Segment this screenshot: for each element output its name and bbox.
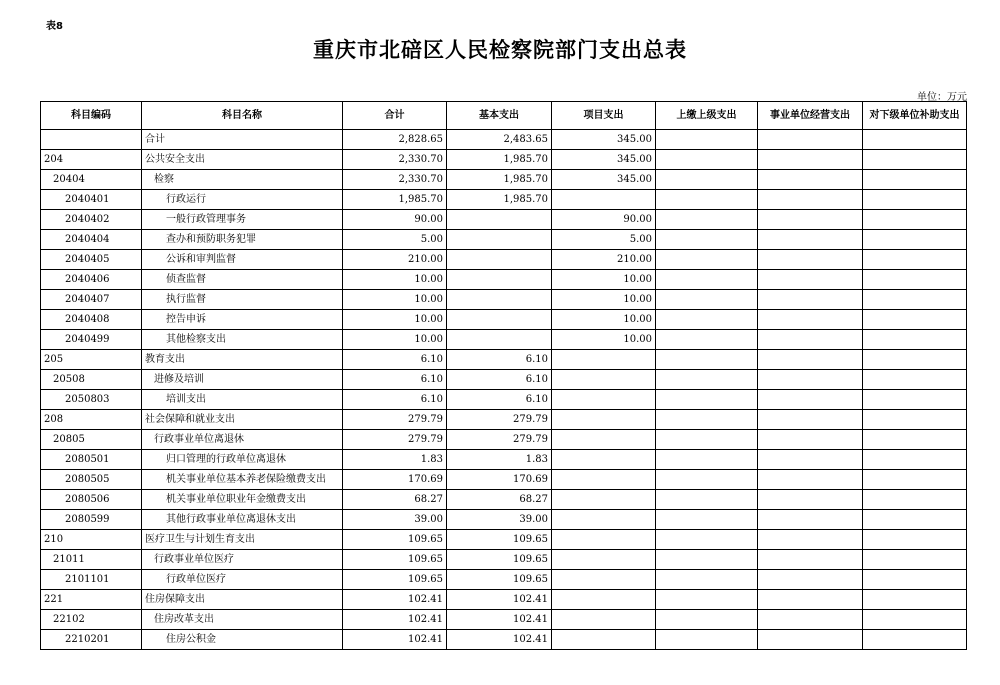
table-row [41,410,967,430]
cell-name: 行政事业单位医疗 [142,550,343,570]
cell-subsidy [863,610,967,630]
cell-total: 68.27 [343,490,447,510]
cell-basic: 170.69 [447,470,552,490]
cell-name: 行政事业单位离退休 [142,430,343,450]
cell-total: 2,828.65 [343,130,447,150]
cell-total: 1.83 [343,450,447,470]
cell-business [758,230,863,250]
table-row [41,530,967,550]
cell-subsidy [863,410,967,430]
table-row [41,150,967,170]
cell-name: 住房保障支出 [142,590,343,610]
cell-project: 10.00 [552,330,656,350]
cell-code: 205 [41,350,142,370]
table-row [41,290,967,310]
cell-upper [656,270,758,290]
table-row [41,590,967,610]
cell-subsidy [863,510,967,530]
cell-basic: 102.41 [447,630,552,650]
cell-code: 2040404 [41,230,142,250]
cell-subsidy [863,470,967,490]
cell-subsidy [863,350,967,370]
cell-code: 2040406 [41,270,142,290]
unit-label: 单位：万元 [917,92,967,103]
cell-upper [656,210,758,230]
table-row [41,230,967,250]
cell-total: 102.41 [343,610,447,630]
cell-basic: 39.00 [447,510,552,530]
cell-total: 6.10 [343,370,447,390]
table-row [41,370,967,390]
cell-subsidy [863,370,967,390]
table-row [41,610,967,630]
cell-subsidy [863,150,967,170]
cell-project [552,530,656,550]
header-row [41,102,967,130]
cell-code: 2080505 [41,470,142,490]
cell-total: 2,330.70 [343,170,447,190]
cell-code: 20805 [41,430,142,450]
cell-name: 其他检察支出 [142,330,343,350]
cell-total: 5.00 [343,230,447,250]
table-row [41,490,967,510]
cell-basic: 102.41 [447,590,552,610]
cell-code: 22102 [41,610,142,630]
cell-name: 合计 [142,130,343,150]
cell-project [552,510,656,530]
cell-name: 查办和预防职务犯罪 [142,230,343,250]
cell-total: 10.00 [343,330,447,350]
cell-business [758,530,863,550]
cell-name: 检察 [142,170,343,190]
cell-basic: 1.83 [447,450,552,470]
cell-subsidy [863,430,967,450]
cell-upper [656,330,758,350]
cell-name: 机关事业单位基本养老保险缴费支出 [142,470,343,490]
cell-name: 控告申诉 [142,310,343,330]
cell-business [758,330,863,350]
table-row [41,270,967,290]
cell-basic: 279.79 [447,430,552,450]
cell-project [552,450,656,470]
cell-code: 20404 [41,170,142,190]
cell-name: 公诉和审判监督 [142,250,343,270]
table-row [41,470,967,490]
table-row [41,210,967,230]
cell-name: 行政运行 [142,190,343,210]
cell-upper [656,410,758,430]
cell-upper [656,530,758,550]
cell-name: 公共安全支出 [142,150,343,170]
table-number: 表8 [46,21,63,32]
cell-code: 2040402 [41,210,142,230]
cell-subsidy [863,250,967,270]
table-row [41,310,967,330]
cell-name: 侦查监督 [142,270,343,290]
cell-subsidy [863,450,967,470]
cell-basic [447,310,552,330]
cell-upper [656,470,758,490]
cell-project: 10.00 [552,270,656,290]
cell-business [758,470,863,490]
cell-subsidy [863,130,967,150]
cell-project [552,550,656,570]
cell-subsidy [863,390,967,410]
cell-total: 10.00 [343,310,447,330]
cell-business [758,590,863,610]
cell-basic: 109.65 [447,550,552,570]
cell-code: 2040408 [41,310,142,330]
cell-business [758,310,863,330]
table-row [41,570,967,590]
table-row [41,510,967,530]
cell-upper [656,350,758,370]
cell-subsidy [863,170,967,190]
cell-upper [656,630,758,650]
cell-total: 6.10 [343,390,447,410]
cell-basic: 1,985.70 [447,170,552,190]
cell-upper [656,170,758,190]
cell-code: 2080501 [41,450,142,470]
page-title: 重庆市北碚区人民检察院部门支出总表 [313,38,687,62]
header-subsidy: 对下级单位补助支出 [863,102,967,130]
cell-total: 6.10 [343,350,447,370]
cell-project [552,590,656,610]
cell-project: 10.00 [552,290,656,310]
cell-total: 10.00 [343,290,447,310]
header-total: 合计 [343,102,447,130]
cell-name: 社会保障和就业支出 [142,410,343,430]
cell-total: 279.79 [343,430,447,450]
table-row [41,390,967,410]
cell-code: 2080506 [41,490,142,510]
cell-name: 执行监督 [142,290,343,310]
table-row [41,630,967,650]
cell-business [758,270,863,290]
cell-total: 109.65 [343,530,447,550]
cell-business [758,250,863,270]
cell-basic: 6.10 [447,370,552,390]
cell-basic: 279.79 [447,410,552,430]
cell-total: 1,985.70 [343,190,447,210]
cell-business [758,450,863,470]
cell-subsidy [863,570,967,590]
cell-code: 2040407 [41,290,142,310]
header-upper: 上缴上级支出 [656,102,758,130]
cell-basic: 68.27 [447,490,552,510]
cell-business [758,430,863,450]
cell-basic: 109.65 [447,530,552,550]
cell-project [552,610,656,630]
cell-total: 90.00 [343,210,447,230]
cell-basic [447,210,552,230]
cell-subsidy [863,490,967,510]
cell-code: 2050803 [41,390,142,410]
cell-subsidy [863,230,967,250]
cell-code: 208 [41,410,142,430]
cell-name: 医疗卫生与计划生育支出 [142,530,343,550]
cell-subsidy [863,190,967,210]
cell-upper [656,490,758,510]
cell-business [758,350,863,370]
header-name: 科目名称 [142,102,343,130]
table-row [41,450,967,470]
header-basic: 基本支出 [447,102,552,130]
cell-basic [447,290,552,310]
cell-total: 109.65 [343,550,447,570]
cell-project: 10.00 [552,310,656,330]
cell-code [41,130,142,150]
cell-upper [656,290,758,310]
cell-name: 机关事业单位职业年金缴费支出 [142,490,343,510]
cell-basic: 6.10 [447,350,552,370]
cell-basic [447,230,552,250]
table-row [41,190,967,210]
cell-code: 2080599 [41,510,142,530]
cell-code: 2040499 [41,330,142,350]
cell-total: 210.00 [343,250,447,270]
cell-project [552,490,656,510]
cell-name: 归口管理的行政单位离退休 [142,450,343,470]
header-business: 事业单位经营支出 [758,102,863,130]
cell-project [552,190,656,210]
cell-code: 2101101 [41,570,142,590]
cell-code: 221 [41,590,142,610]
cell-total: 170.69 [343,470,447,490]
cell-name: 住房公积金 [142,630,343,650]
cell-subsidy [863,330,967,350]
cell-basic [447,270,552,290]
cell-business [758,290,863,310]
cell-name: 进修及培训 [142,370,343,390]
cell-subsidy [863,630,967,650]
table-row [41,130,967,150]
cell-upper [656,510,758,530]
cell-project [552,630,656,650]
cell-total: 39.00 [343,510,447,530]
table-row [41,550,967,570]
cell-subsidy [863,290,967,310]
cell-project [552,370,656,390]
cell-upper [656,610,758,630]
cell-upper [656,150,758,170]
cell-business [758,130,863,150]
table-row [41,430,967,450]
cell-basic: 102.41 [447,610,552,630]
cell-upper [656,390,758,410]
table-row [41,350,967,370]
cell-project: 210.00 [552,250,656,270]
cell-project: 345.00 [552,150,656,170]
cell-business [758,610,863,630]
cell-upper [656,570,758,590]
cell-basic [447,330,552,350]
cell-project: 345.00 [552,130,656,150]
cell-basic: 109.65 [447,570,552,590]
cell-project [552,430,656,450]
table-row [41,170,967,190]
cell-upper [656,310,758,330]
cell-code: 204 [41,150,142,170]
cell-basic: 1,985.70 [447,150,552,170]
cell-total: 2,330.70 [343,150,447,170]
cell-upper [656,190,758,210]
cell-code: 20508 [41,370,142,390]
cell-code: 2040405 [41,250,142,270]
cell-project [552,390,656,410]
cell-business [758,490,863,510]
expenditure-table [40,101,967,650]
cell-business [758,630,863,650]
cell-basic: 2,483.65 [447,130,552,150]
cell-project: 345.00 [552,170,656,190]
cell-business [758,390,863,410]
cell-business [758,150,863,170]
header-project: 项目支出 [552,102,656,130]
cell-code: 21011 [41,550,142,570]
cell-basic: 1,985.70 [447,190,552,210]
cell-upper [656,250,758,270]
cell-name: 其他行政事业单位离退休支出 [142,510,343,530]
cell-project [552,570,656,590]
cell-upper [656,370,758,390]
table-row [41,330,967,350]
cell-code: 2210201 [41,630,142,650]
cell-business [758,510,863,530]
cell-name: 行政单位医疗 [142,570,343,590]
cell-name: 一般行政管理事务 [142,210,343,230]
cell-business [758,410,863,430]
cell-name: 教育支出 [142,350,343,370]
cell-total: 279.79 [343,410,447,430]
cell-code: 2040401 [41,190,142,210]
cell-project [552,350,656,370]
cell-basic: 6.10 [447,390,552,410]
table-row [41,250,967,270]
cell-upper [656,550,758,570]
cell-business [758,370,863,390]
cell-subsidy [863,550,967,570]
cell-upper [656,130,758,150]
cell-business [758,170,863,190]
cell-subsidy [863,270,967,290]
cell-subsidy [863,590,967,610]
cell-subsidy [863,310,967,330]
cell-total: 102.41 [343,590,447,610]
cell-total: 10.00 [343,270,447,290]
header-code: 科目编码 [41,102,142,130]
cell-basic [447,250,552,270]
cell-total: 109.65 [343,570,447,590]
cell-project [552,470,656,490]
cell-total: 102.41 [343,630,447,650]
cell-name: 培训支出 [142,390,343,410]
cell-project [552,410,656,430]
cell-upper [656,590,758,610]
cell-subsidy [863,210,967,230]
cell-upper [656,450,758,470]
cell-code: 210 [41,530,142,550]
cell-business [758,210,863,230]
cell-subsidy [863,530,967,550]
cell-business [758,190,863,210]
cell-project: 5.00 [552,230,656,250]
cell-business [758,570,863,590]
cell-upper [656,430,758,450]
cell-business [758,550,863,570]
cell-upper [656,230,758,250]
cell-project: 90.00 [552,210,656,230]
cell-name: 住房改革支出 [142,610,343,630]
